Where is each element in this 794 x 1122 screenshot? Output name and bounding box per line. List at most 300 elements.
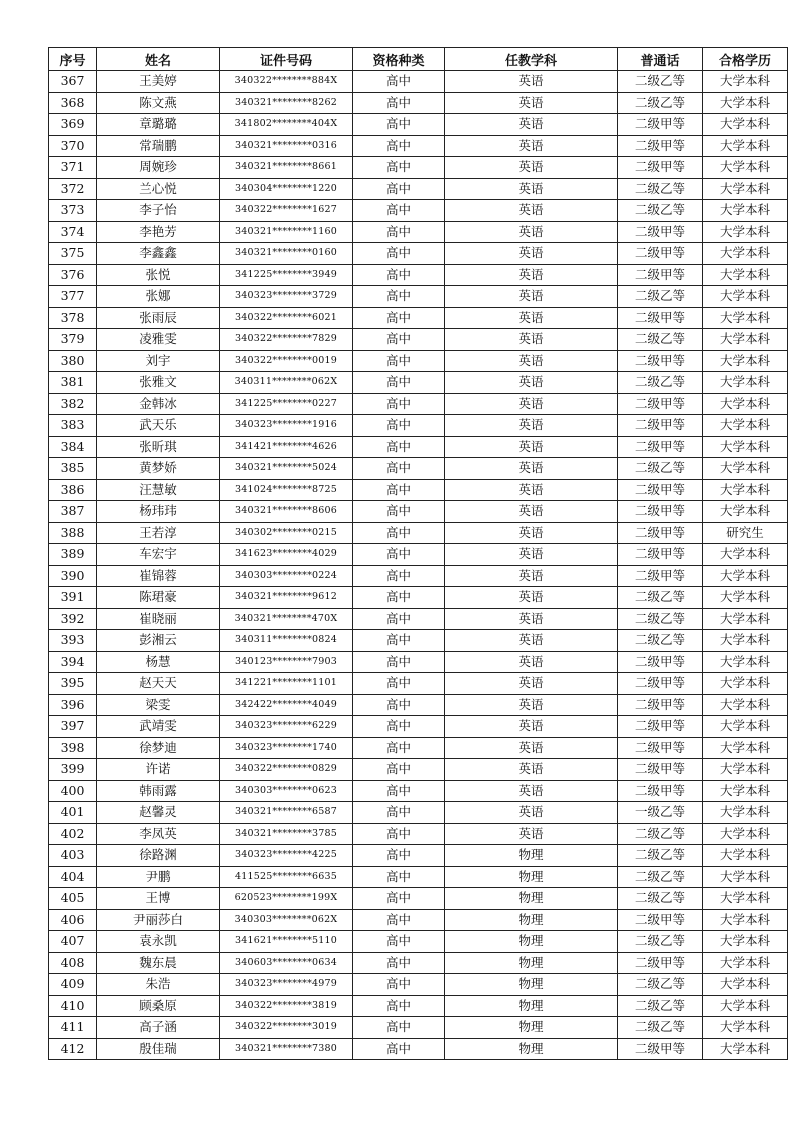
cell-putonghua: 二级乙等 (618, 995, 703, 1017)
cell-qualification-type: 高中 (353, 845, 445, 867)
cell-qualification-type: 高中 (353, 114, 445, 136)
cell-name: 武天乐 (97, 415, 220, 437)
cell-name: 魏东晨 (97, 952, 220, 974)
cell-qualification-type: 高中 (353, 759, 445, 781)
cell-putonghua: 二级甲等 (618, 135, 703, 157)
header-education: 合格学历 (703, 48, 788, 71)
cell-qualification-type: 高中 (353, 71, 445, 93)
cell-id-number: 340303********0623 (220, 780, 353, 802)
table-row (49, 974, 788, 996)
cell-name: 李鑫鑫 (97, 243, 220, 265)
cell-subject: 物理 (445, 995, 618, 1017)
cell-qualification-type: 高中 (353, 673, 445, 695)
cell-no: 392 (49, 608, 97, 630)
cell-id-number: 340322********0019 (220, 350, 353, 372)
cell-subject: 英语 (445, 587, 618, 609)
cell-no: 407 (49, 931, 97, 953)
cell-education: 大学本科 (703, 436, 788, 458)
cell-qualification-type: 高中 (353, 565, 445, 587)
cell-qualification-type: 高中 (353, 393, 445, 415)
cell-subject: 英语 (445, 716, 618, 738)
cell-name: 徐梦迪 (97, 737, 220, 759)
table-row (49, 200, 788, 222)
cell-subject: 英语 (445, 608, 618, 630)
table-row (49, 329, 788, 351)
cell-id-number: 340321********8606 (220, 501, 353, 523)
cell-putonghua: 二级乙等 (618, 1017, 703, 1039)
cell-qualification-type: 高中 (353, 866, 445, 888)
table-row (49, 780, 788, 802)
cell-id-number: 342422********4049 (220, 694, 353, 716)
header-id-number: 证件号码 (220, 48, 353, 71)
cell-name: 金韩冰 (97, 393, 220, 415)
table-row (49, 71, 788, 93)
cell-no: 409 (49, 974, 97, 996)
cell-subject: 物理 (445, 1038, 618, 1060)
cell-education: 大学本科 (703, 264, 788, 286)
table-row (49, 995, 788, 1017)
cell-subject: 英语 (445, 135, 618, 157)
cell-no: 376 (49, 264, 97, 286)
cell-no: 412 (49, 1038, 97, 1060)
cell-education: 大学本科 (703, 780, 788, 802)
cell-id-number: 340322********3819 (220, 995, 353, 1017)
cell-no: 408 (49, 952, 97, 974)
cell-putonghua: 二级甲等 (618, 737, 703, 759)
cell-education: 大学本科 (703, 565, 788, 587)
cell-education: 大学本科 (703, 286, 788, 308)
cell-qualification-type: 高中 (353, 157, 445, 179)
cell-education: 大学本科 (703, 200, 788, 222)
table-row (49, 436, 788, 458)
cell-id-number: 340321********1160 (220, 221, 353, 243)
header-putonghua: 普通话 (618, 48, 703, 71)
cell-qualification-type: 高中 (353, 243, 445, 265)
cell-education: 大学本科 (703, 651, 788, 673)
cell-education: 大学本科 (703, 888, 788, 910)
cell-name: 许诺 (97, 759, 220, 781)
cell-education: 大学本科 (703, 71, 788, 93)
cell-education: 大学本科 (703, 673, 788, 695)
table-row (49, 501, 788, 523)
cell-id-number: 340323********4979 (220, 974, 353, 996)
table-row (49, 178, 788, 200)
cell-name: 张昕琪 (97, 436, 220, 458)
cell-id-number: 341221********1101 (220, 673, 353, 695)
cell-qualification-type: 高中 (353, 694, 445, 716)
cell-putonghua: 二级乙等 (618, 329, 703, 351)
cell-putonghua: 二级乙等 (618, 888, 703, 910)
table-row (49, 458, 788, 480)
cell-no: 396 (49, 694, 97, 716)
cell-no: 411 (49, 1017, 97, 1039)
cell-id-number: 341621********5110 (220, 931, 353, 953)
cell-putonghua: 二级甲等 (618, 393, 703, 415)
cell-id-number: 340303********0224 (220, 565, 353, 587)
table-body (49, 71, 788, 1060)
cell-no: 386 (49, 479, 97, 501)
cell-putonghua: 二级甲等 (618, 436, 703, 458)
cell-no: 406 (49, 909, 97, 931)
cell-education: 大学本科 (703, 1017, 788, 1039)
cell-id-number: 340323********1740 (220, 737, 353, 759)
cell-education: 大学本科 (703, 737, 788, 759)
cell-subject: 英语 (445, 71, 618, 93)
cell-subject: 英语 (445, 737, 618, 759)
cell-putonghua: 二级甲等 (618, 114, 703, 136)
cell-id-number: 340321********8262 (220, 92, 353, 114)
cell-qualification-type: 高中 (353, 995, 445, 1017)
table-row (49, 1017, 788, 1039)
table-row (49, 264, 788, 286)
cell-name: 徐路渊 (97, 845, 220, 867)
cell-qualification-type: 高中 (353, 135, 445, 157)
cell-no: 405 (49, 888, 97, 910)
table-row (49, 393, 788, 415)
cell-subject: 英语 (445, 286, 618, 308)
cell-name: 凌雅雯 (97, 329, 220, 351)
cell-no: 374 (49, 221, 97, 243)
cell-subject: 物理 (445, 1017, 618, 1039)
cell-id-number: 340304********1220 (220, 178, 353, 200)
cell-id-number: 340321********0160 (220, 243, 353, 265)
cell-no: 384 (49, 436, 97, 458)
cell-qualification-type: 高中 (353, 630, 445, 652)
cell-education: 大学本科 (703, 221, 788, 243)
cell-id-number: 340311********0824 (220, 630, 353, 652)
cell-qualification-type: 高中 (353, 587, 445, 609)
cell-subject: 英语 (445, 544, 618, 566)
cell-qualification-type: 高中 (353, 264, 445, 286)
cell-id-number: 340303********062X (220, 909, 353, 931)
cell-id-number: 340322********1627 (220, 200, 353, 222)
cell-name: 袁永凯 (97, 931, 220, 953)
table-row (49, 221, 788, 243)
cell-subject: 英语 (445, 178, 618, 200)
cell-education: 大学本科 (703, 845, 788, 867)
cell-id-number: 340323********6229 (220, 716, 353, 738)
cell-id-number: 341623********4029 (220, 544, 353, 566)
cell-education: 大学本科 (703, 1038, 788, 1060)
cell-education: 大学本科 (703, 350, 788, 372)
cell-id-number: 340322********7829 (220, 329, 353, 351)
cell-putonghua: 二级乙等 (618, 866, 703, 888)
table-row (49, 866, 788, 888)
cell-subject: 英语 (445, 264, 618, 286)
cell-education: 大学本科 (703, 393, 788, 415)
cell-no: 393 (49, 630, 97, 652)
cell-subject: 英语 (445, 200, 618, 222)
table-row (49, 651, 788, 673)
cell-no: 389 (49, 544, 97, 566)
cell-education: 大学本科 (703, 952, 788, 974)
table-row (49, 716, 788, 738)
cell-id-number: 340323********4225 (220, 845, 353, 867)
cell-no: 394 (49, 651, 97, 673)
cell-no: 375 (49, 243, 97, 265)
cell-qualification-type: 高中 (353, 329, 445, 351)
table-row (49, 286, 788, 308)
cell-name: 张雅文 (97, 372, 220, 394)
cell-putonghua: 二级乙等 (618, 608, 703, 630)
cell-qualification-type: 高中 (353, 307, 445, 329)
cell-qualification-type: 高中 (353, 651, 445, 673)
cell-name: 张悦 (97, 264, 220, 286)
table-row (49, 243, 788, 265)
cell-subject: 物理 (445, 888, 618, 910)
cell-putonghua: 二级甲等 (618, 221, 703, 243)
cell-education: 研究生 (703, 522, 788, 544)
cell-name: 陈文燕 (97, 92, 220, 114)
teacher-qualification-table (48, 47, 788, 1060)
table-row (49, 673, 788, 695)
cell-no: 369 (49, 114, 97, 136)
cell-name: 赵馨灵 (97, 802, 220, 824)
table-row (49, 135, 788, 157)
cell-no: 385 (49, 458, 97, 480)
table-row (49, 372, 788, 394)
header-subject: 任教学科 (445, 48, 618, 71)
cell-no: 401 (49, 802, 97, 824)
cell-no: 381 (49, 372, 97, 394)
cell-subject: 英语 (445, 436, 618, 458)
cell-id-number: 411525********6635 (220, 866, 353, 888)
cell-name: 杨慧 (97, 651, 220, 673)
cell-no: 400 (49, 780, 97, 802)
cell-putonghua: 二级乙等 (618, 974, 703, 996)
cell-no: 377 (49, 286, 97, 308)
cell-name: 张雨辰 (97, 307, 220, 329)
cell-subject: 英语 (445, 565, 618, 587)
cell-name: 高子涵 (97, 1017, 220, 1039)
cell-subject: 英语 (445, 780, 618, 802)
cell-subject: 英语 (445, 501, 618, 523)
cell-education: 大学本科 (703, 716, 788, 738)
cell-putonghua: 一级乙等 (618, 802, 703, 824)
table-row (49, 759, 788, 781)
table-row (49, 909, 788, 931)
cell-education: 大学本科 (703, 178, 788, 200)
cell-qualification-type: 高中 (353, 436, 445, 458)
cell-id-number: 340603********0634 (220, 952, 353, 974)
cell-education: 大学本科 (703, 694, 788, 716)
cell-qualification-type: 高中 (353, 221, 445, 243)
cell-education: 大学本科 (703, 759, 788, 781)
cell-putonghua: 二级甲等 (618, 673, 703, 695)
cell-no: 367 (49, 71, 97, 93)
cell-putonghua: 二级乙等 (618, 630, 703, 652)
cell-putonghua: 二级乙等 (618, 823, 703, 845)
cell-subject: 英语 (445, 458, 618, 480)
cell-no: 410 (49, 995, 97, 1017)
cell-putonghua: 二级甲等 (618, 694, 703, 716)
cell-subject: 英语 (445, 479, 618, 501)
cell-qualification-type: 高中 (353, 931, 445, 953)
cell-subject: 英语 (445, 802, 618, 824)
cell-qualification-type: 高中 (353, 802, 445, 824)
table-row (49, 802, 788, 824)
table-header-row (49, 48, 788, 71)
cell-name: 尹丽莎白 (97, 909, 220, 931)
cell-putonghua: 二级甲等 (618, 522, 703, 544)
cell-putonghua: 二级乙等 (618, 200, 703, 222)
cell-education: 大学本科 (703, 802, 788, 824)
cell-name: 车宏宇 (97, 544, 220, 566)
cell-qualification-type: 高中 (353, 737, 445, 759)
cell-name: 韩雨露 (97, 780, 220, 802)
cell-id-number: 340323********1916 (220, 415, 353, 437)
cell-name: 张娜 (97, 286, 220, 308)
cell-name: 陈珺豪 (97, 587, 220, 609)
cell-no: 390 (49, 565, 97, 587)
cell-no: 372 (49, 178, 97, 200)
cell-no: 391 (49, 587, 97, 609)
cell-no: 373 (49, 200, 97, 222)
cell-putonghua: 二级甲等 (618, 952, 703, 974)
cell-name: 王若淳 (97, 522, 220, 544)
cell-education: 大学本科 (703, 329, 788, 351)
cell-subject: 物理 (445, 866, 618, 888)
table-row (49, 522, 788, 544)
cell-education: 大学本科 (703, 157, 788, 179)
cell-subject: 英语 (445, 522, 618, 544)
cell-no: 404 (49, 866, 97, 888)
cell-id-number: 340322********3019 (220, 1017, 353, 1039)
cell-qualification-type: 高中 (353, 608, 445, 630)
cell-no: 383 (49, 415, 97, 437)
cell-subject: 英语 (445, 694, 618, 716)
cell-id-number: 340321********5024 (220, 458, 353, 480)
cell-education: 大学本科 (703, 114, 788, 136)
cell-education: 大学本科 (703, 458, 788, 480)
cell-name: 武靖雯 (97, 716, 220, 738)
cell-education: 大学本科 (703, 92, 788, 114)
cell-putonghua: 二级甲等 (618, 157, 703, 179)
cell-putonghua: 二级乙等 (618, 92, 703, 114)
cell-subject: 英语 (445, 329, 618, 351)
cell-education: 大学本科 (703, 372, 788, 394)
cell-qualification-type: 高中 (353, 716, 445, 738)
cell-putonghua: 二级乙等 (618, 286, 703, 308)
table-row (49, 608, 788, 630)
cell-subject: 物理 (445, 952, 618, 974)
cell-no: 371 (49, 157, 97, 179)
table-row (49, 630, 788, 652)
table-row (49, 1038, 788, 1060)
cell-qualification-type: 高中 (353, 522, 445, 544)
cell-qualification-type: 高中 (353, 92, 445, 114)
cell-education: 大学本科 (703, 544, 788, 566)
cell-no: 378 (49, 307, 97, 329)
cell-name: 刘宇 (97, 350, 220, 372)
cell-education: 大学本科 (703, 608, 788, 630)
table-row (49, 888, 788, 910)
header-no: 序号 (49, 48, 97, 71)
cell-no: 402 (49, 823, 97, 845)
cell-no: 387 (49, 501, 97, 523)
cell-subject: 英语 (445, 651, 618, 673)
cell-id-number: 340321********470X (220, 608, 353, 630)
cell-name: 黄梦娇 (97, 458, 220, 480)
cell-id-number: 340321********3785 (220, 823, 353, 845)
cell-no: 379 (49, 329, 97, 351)
cell-subject: 英语 (445, 307, 618, 329)
cell-no: 397 (49, 716, 97, 738)
cell-id-number: 340322********884X (220, 71, 353, 93)
cell-education: 大学本科 (703, 974, 788, 996)
cell-id-number: 620523********199X (220, 888, 353, 910)
cell-putonghua: 二级乙等 (618, 587, 703, 609)
cell-name: 崔锦蓉 (97, 565, 220, 587)
cell-no: 395 (49, 673, 97, 695)
cell-id-number: 341421********4626 (220, 436, 353, 458)
cell-qualification-type: 高中 (353, 372, 445, 394)
cell-qualification-type: 高中 (353, 458, 445, 480)
cell-education: 大学本科 (703, 307, 788, 329)
cell-qualification-type: 高中 (353, 286, 445, 308)
cell-id-number: 341802********404X (220, 114, 353, 136)
cell-qualification-type: 高中 (353, 952, 445, 974)
cell-name: 兰心悦 (97, 178, 220, 200)
cell-putonghua: 二级甲等 (618, 479, 703, 501)
table-row (49, 92, 788, 114)
cell-id-number: 340123********7903 (220, 651, 353, 673)
header-name: 姓名 (97, 48, 220, 71)
cell-qualification-type: 高中 (353, 974, 445, 996)
cell-putonghua: 二级甲等 (618, 780, 703, 802)
cell-subject: 物理 (445, 845, 618, 867)
cell-id-number: 340322********0829 (220, 759, 353, 781)
cell-id-number: 340321********0316 (220, 135, 353, 157)
cell-qualification-type: 高中 (353, 350, 445, 372)
cell-name: 周婉珍 (97, 157, 220, 179)
cell-subject: 英语 (445, 823, 618, 845)
cell-qualification-type: 高中 (353, 1017, 445, 1039)
cell-putonghua: 二级甲等 (618, 243, 703, 265)
cell-putonghua: 二级乙等 (618, 458, 703, 480)
cell-putonghua: 二级甲等 (618, 716, 703, 738)
cell-name: 李艳芳 (97, 221, 220, 243)
cell-name: 顾桑原 (97, 995, 220, 1017)
cell-education: 大学本科 (703, 479, 788, 501)
cell-qualification-type: 高中 (353, 200, 445, 222)
table-row (49, 415, 788, 437)
cell-education: 大学本科 (703, 415, 788, 437)
cell-no: 399 (49, 759, 97, 781)
cell-no: 370 (49, 135, 97, 157)
cell-education: 大学本科 (703, 909, 788, 931)
cell-name: 王博 (97, 888, 220, 910)
table-row (49, 587, 788, 609)
cell-id-number: 340321********6587 (220, 802, 353, 824)
table-row (49, 565, 788, 587)
cell-subject: 物理 (445, 931, 618, 953)
cell-subject: 英语 (445, 393, 618, 415)
table-row (49, 350, 788, 372)
cell-id-number: 340321********8661 (220, 157, 353, 179)
cell-name: 杨玮玮 (97, 501, 220, 523)
cell-subject: 英语 (445, 673, 618, 695)
table-row (49, 845, 788, 867)
cell-putonghua: 二级甲等 (618, 501, 703, 523)
cell-name: 章璐璐 (97, 114, 220, 136)
table-row (49, 952, 788, 974)
cell-id-number: 341024********8725 (220, 479, 353, 501)
cell-no: 382 (49, 393, 97, 415)
cell-putonghua: 二级甲等 (618, 1038, 703, 1060)
cell-putonghua: 二级乙等 (618, 845, 703, 867)
cell-name: 常瑞鹏 (97, 135, 220, 157)
